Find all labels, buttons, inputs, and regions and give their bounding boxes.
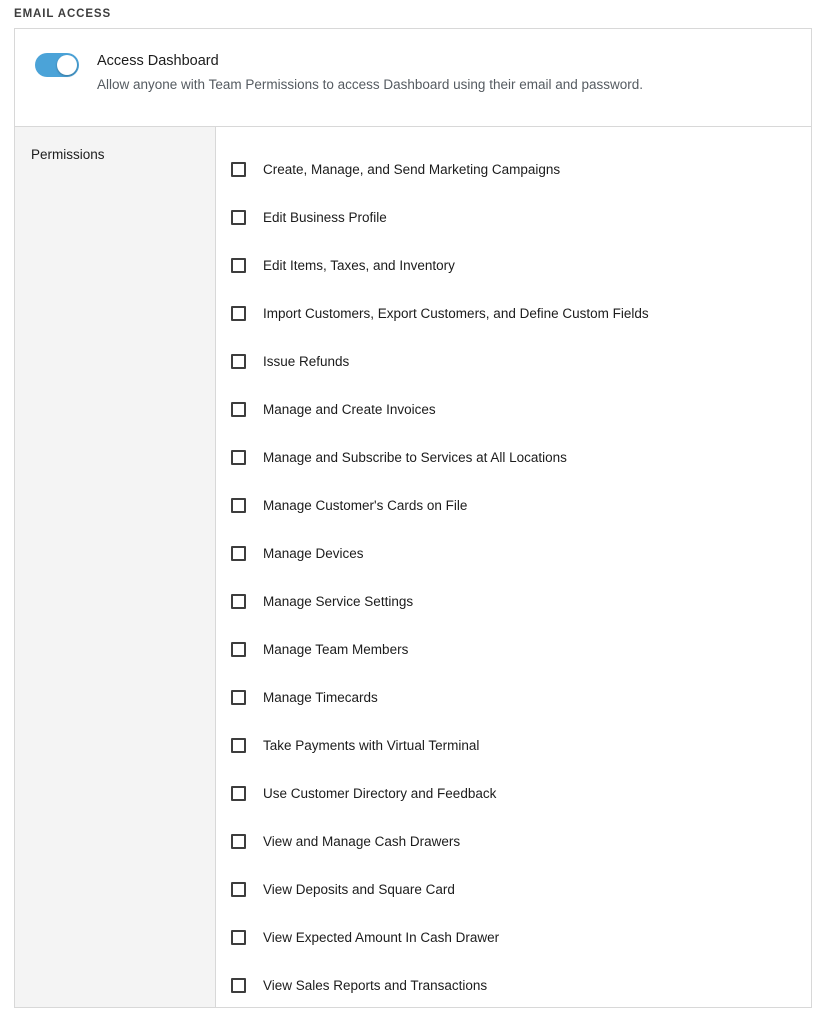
list-item[interactable] xyxy=(216,145,811,193)
access-dashboard-row xyxy=(15,29,811,127)
list-item[interactable] xyxy=(216,241,811,289)
list-item[interactable] xyxy=(216,529,811,577)
checkbox-icon[interactable] xyxy=(231,546,246,561)
checkbox-icon[interactable] xyxy=(231,930,246,945)
section-header: EMAIL ACCESS xyxy=(0,0,825,28)
checkbox-icon[interactable] xyxy=(231,834,246,849)
checkbox-icon[interactable] xyxy=(231,642,246,657)
permission-label: Edit Business Profile xyxy=(263,209,387,225)
permission-label: Manage Customer's Cards on File xyxy=(263,497,468,513)
permission-label: Manage Devices xyxy=(263,545,364,561)
checkbox-icon[interactable] xyxy=(231,882,246,897)
permission-label: Create, Manage, and Send Marketing Campaigns xyxy=(263,161,561,177)
list-item[interactable] xyxy=(216,577,811,625)
checkbox-icon[interactable] xyxy=(231,978,246,993)
list-item[interactable] xyxy=(216,769,811,817)
permission-label: View Expected Amount In Cash Drawer xyxy=(263,929,500,945)
checkbox-icon[interactable] xyxy=(231,786,246,801)
email-access-card xyxy=(14,28,812,1008)
checkbox-icon[interactable] xyxy=(231,738,246,753)
checkbox-icon[interactable] xyxy=(231,498,246,513)
list-item[interactable] xyxy=(216,193,811,241)
list-item[interactable] xyxy=(216,865,811,913)
list-item[interactable] xyxy=(216,913,811,961)
permissions-list xyxy=(216,127,811,1007)
permission-label: Edit Items, Taxes, and Inventory xyxy=(263,257,455,273)
list-item[interactable] xyxy=(216,289,811,337)
permission-label: Manage Timecards xyxy=(263,689,378,705)
permissions-label-column xyxy=(15,127,216,1007)
list-item[interactable] xyxy=(216,721,811,769)
permission-label: Manage and Subscribe to Services at All Locations xyxy=(263,449,567,465)
permission-label: Manage and Create Invoices xyxy=(263,401,436,417)
list-item[interactable] xyxy=(216,673,811,721)
list-item[interactable] xyxy=(216,385,811,433)
access-dashboard-text xyxy=(97,51,643,95)
checkbox-icon[interactable] xyxy=(231,258,246,273)
checkbox-icon[interactable] xyxy=(231,162,246,177)
permission-label: Import Customers, Export Customers, and Define Custom Fields xyxy=(263,305,649,321)
permission-label: Manage Team Members xyxy=(263,641,409,657)
checkbox-icon[interactable] xyxy=(231,354,246,369)
permission-label: View Sales Reports and Transactions xyxy=(263,977,488,993)
permission-label: View and Manage Cash Drawers xyxy=(263,833,461,849)
access-dashboard-title: Access Dashboard xyxy=(97,53,219,69)
access-dashboard-description: Allow anyone with Team Permissions to access Dashboard using their email and password. xyxy=(97,77,644,93)
permission-label: View Deposits and Square Card xyxy=(263,881,455,897)
permissions-label: Permissions xyxy=(31,147,105,162)
list-item[interactable] xyxy=(216,625,811,673)
list-item[interactable] xyxy=(216,433,811,481)
checkbox-icon[interactable] xyxy=(231,450,246,465)
checkbox-icon[interactable] xyxy=(231,594,246,609)
checkbox-icon[interactable] xyxy=(231,402,246,417)
permission-label: Issue Refunds xyxy=(263,353,350,369)
list-item[interactable] xyxy=(216,817,811,865)
permission-label: Manage Service Settings xyxy=(263,593,414,609)
checkbox-icon[interactable] xyxy=(231,690,246,705)
list-item[interactable] xyxy=(216,481,811,529)
permissions-body xyxy=(15,127,811,1007)
checkbox-icon[interactable] xyxy=(231,210,246,225)
toggle-knob-icon xyxy=(57,55,77,75)
permission-label: Use Customer Directory and Feedback xyxy=(263,785,497,801)
permission-label: Take Payments with Virtual Terminal xyxy=(263,737,480,753)
list-item[interactable] xyxy=(216,337,811,385)
checkbox-icon[interactable] xyxy=(231,306,246,321)
list-item[interactable] xyxy=(216,961,811,1007)
page-bottom-spacer xyxy=(0,1009,825,1019)
access-dashboard-toggle[interactable] xyxy=(35,53,79,77)
